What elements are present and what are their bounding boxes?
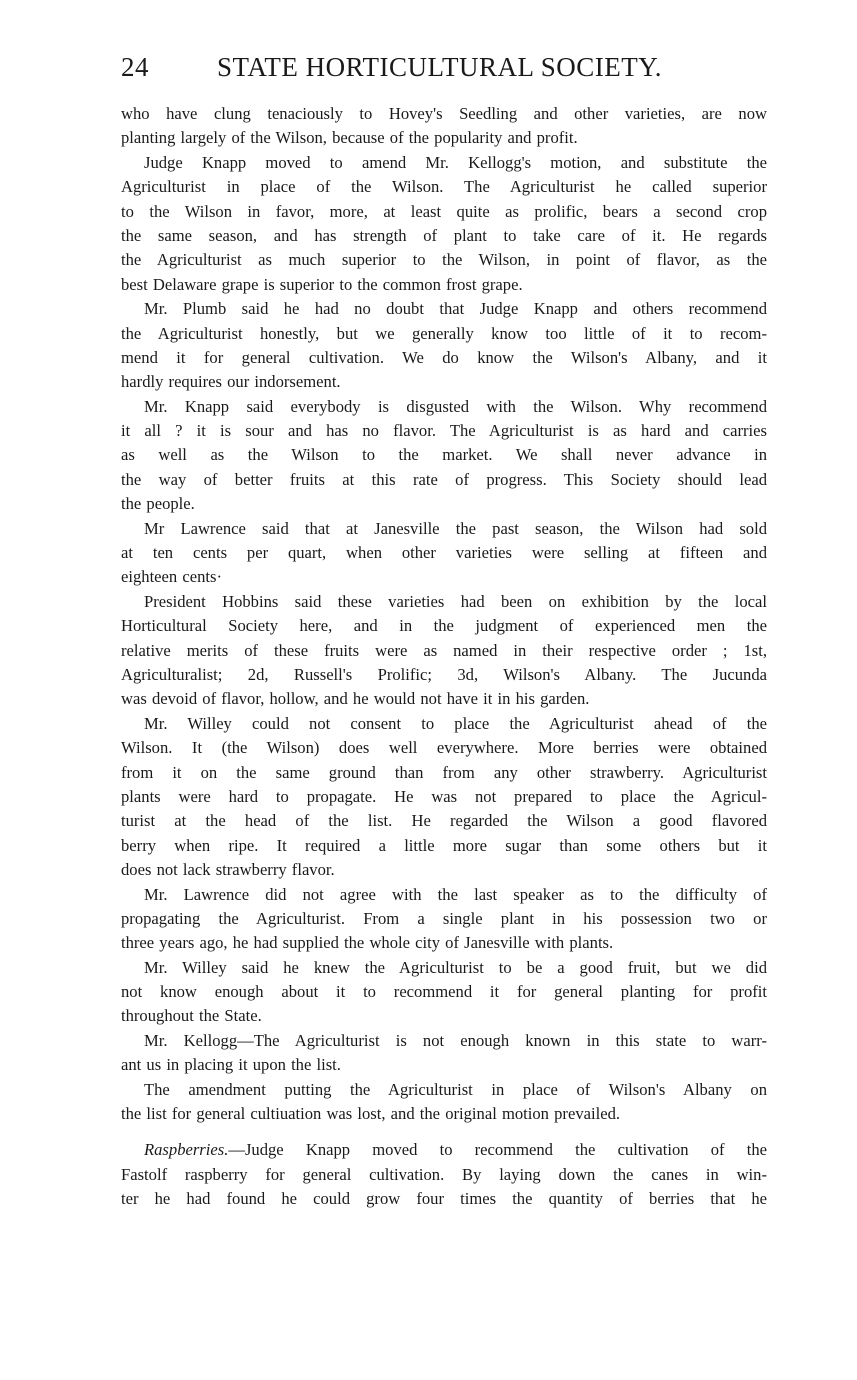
paragraph-raspberries <box>121 1138 767 1211</box>
text-line: the Agriculturist as much superior to the Wilson, in point of flavor, as the <box>121 250 767 270</box>
text-line: Mr. Lawrence did not agree with the last speaker as to the difficulty of <box>144 884 767 904</box>
text-line: Judge Knapp moved to amend Mr. Kellogg's motion, and substitute the <box>144 152 767 172</box>
text-line: at ten cents per quart, when other varieties were selling at fifteen and <box>121 543 767 563</box>
paragraph <box>121 151 767 297</box>
text-line: the Agriculturist honestly, but we generally know too little of it to recom- <box>121 323 767 343</box>
page-number: 24 <box>121 52 149 82</box>
text-line: three years ago, he had supplied the whole city of Janesville with plants. <box>121 933 614 953</box>
text-line: as well as the Wilson to the market. We shall never advance in <box>121 445 767 465</box>
text-line: propagating the Agriculturist. From a single plant in his possession two or <box>121 908 767 928</box>
paragraph <box>121 590 767 712</box>
text-line: the list for general cultiuation was lost, and the original motion prevailed. <box>121 1104 621 1124</box>
text-line: Mr. Willey could not consent to place the Agriculturist ahead of the <box>144 713 767 733</box>
text-line: The amendment putting the Agriculturist in place of Wilson's Albany on <box>144 1079 767 1099</box>
paragraph <box>121 395 767 517</box>
text-line: mend it for general cultivation. We do know the Wilson's Albany, and it <box>121 347 767 367</box>
text-line: to the Wilson in favor, more, at least quite as prolific, bears a second crop <box>121 201 767 221</box>
text-line: plants were hard to propagate. He was not prepared to place the Agricul- <box>121 786 767 806</box>
text-line: Mr Lawrence said that at Janesville the past season, the Wilson had sold <box>144 518 767 538</box>
text-line: Mr. Knapp said everybody is disgusted with the Wilson. Why recommend <box>144 396 767 416</box>
text-line: Agriculturalist; 2d, Russell's Prolific; 3d, Wilson's Albany. The Jucunda <box>121 664 767 684</box>
text-line: it all ? it is sour and has no flavor. The Agriculturist is as hard and carries <box>121 421 767 441</box>
text-line: ant us in placing it upon the list. <box>121 1055 341 1075</box>
section-run-in-heading: Raspberries. <box>144 1140 229 1160</box>
text-line: does not lack strawberry flavor. <box>121 860 335 880</box>
paragraph <box>121 712 767 883</box>
paragraph <box>121 1029 767 1078</box>
paragraph <box>121 517 767 590</box>
text-line: the same season, and has strength of plant to take care of it. He regards <box>121 225 767 245</box>
text-line: Wilson. It (the Wilson) does well everywhere. More berries were obtained <box>121 738 767 758</box>
text-line: Horticultural Society here, and in the judgment of experienced men the <box>121 616 767 636</box>
text-line: turist at the head of the list. He regarded the Wilson a good flavored <box>121 811 767 831</box>
text-line: best Delaware grape is superior to the common frost grape. <box>121 274 523 294</box>
text-line: who have clung tenaciously to Hovey's Seedling and other varieties, are now <box>121 104 767 123</box>
paragraph <box>121 297 767 395</box>
text-line: Mr. Plumb said he had no doubt that Judge Knapp and others recommend <box>144 299 767 319</box>
text-line: throughout the State. <box>121 1006 262 1026</box>
text-line: was devoid of flavor, hollow, and he would not have it in his garden. <box>121 689 590 709</box>
text-line-rest: —Judge Knapp moved to recommend the cultivation of the <box>228 1140 767 1160</box>
text-line: President Hobbins said these varieties had been on exhibition by the local <box>144 591 767 611</box>
text-line: eighteen cents· <box>121 567 222 587</box>
section-gap <box>121 1126 767 1138</box>
text-line: Mr. Willey said he knew the Agriculturist to be a good fruit, but we did <box>144 957 767 977</box>
text-line: planting largely of the Wilson, because of the popularity and profit. <box>121 128 578 148</box>
text-line: from it on the same ground than from any other strawberry. Agriculturist <box>121 762 767 782</box>
text-line: relative merits of these fruits were as named in their respective order ; 1st, <box>121 640 767 660</box>
paragraph <box>121 1078 767 1127</box>
paragraph <box>121 883 767 956</box>
running-head <box>121 52 771 92</box>
text-line: the way of better fruits at this rate of progress. This Society should lead <box>121 469 767 489</box>
text-line: ter he had found he could grow four times the quantity of berries that he <box>121 1189 767 1209</box>
text-line: hardly requires our indorsement. <box>121 372 341 392</box>
text-line <box>121 1138 767 1162</box>
text-line: Agriculturist in place of the Wilson. The Agriculturist he called superior <box>121 177 767 197</box>
body-text <box>121 102 767 1212</box>
running-head-title: STATE HORTICULTURAL SOCIETY. <box>217 52 662 82</box>
paragraph <box>121 102 767 151</box>
paragraph <box>121 956 767 1029</box>
text-line: Fastolf raspberry for general cultivation. By laying down the canes in win- <box>121 1164 767 1184</box>
text-line: berry when ripe. It required a little more sugar than some others but it <box>121 835 767 855</box>
text-line: the people. <box>121 494 195 514</box>
text-line: Mr. Kellogg—The Agriculturist is not enough known in this state to warr- <box>144 1030 767 1050</box>
text-line: not know enough about it to recommend it for general planting for profit <box>121 982 767 1002</box>
